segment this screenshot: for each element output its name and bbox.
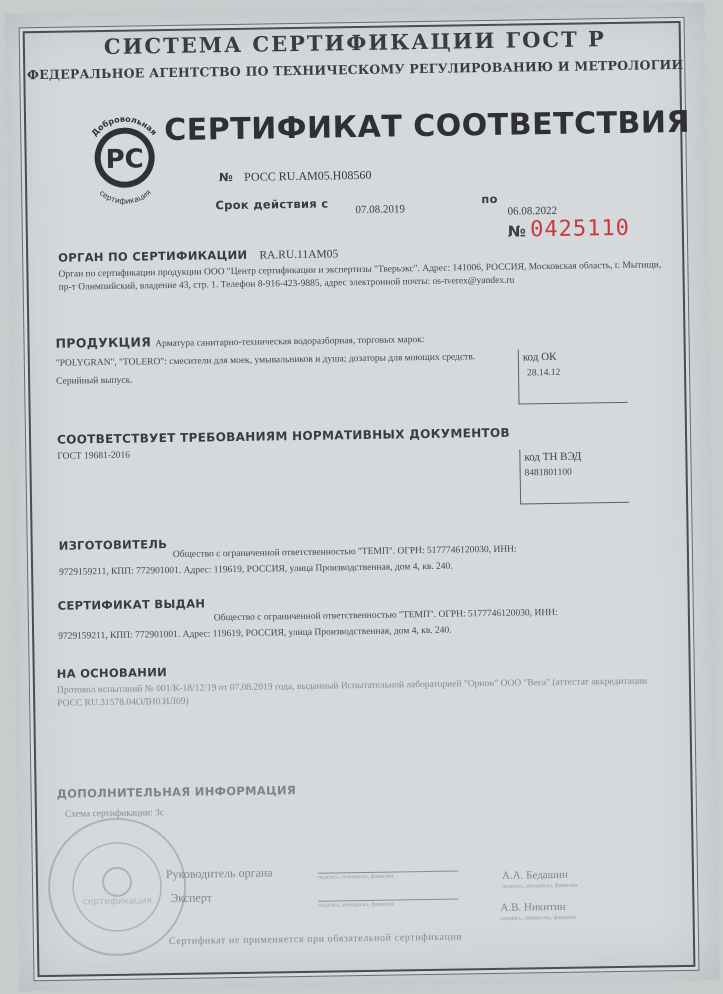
valid-to-date: 06.08.2022 (507, 204, 558, 218)
expert-label: Эксперт (170, 890, 213, 906)
certification-body-section (58, 239, 669, 295)
certification-body-label: ОРГАН ПО СЕРТИФИКАЦИИ (58, 247, 248, 265)
okp-code-label: код ОК (522, 350, 557, 364)
additional-info-text: Схема сертификации: 3с (64, 808, 165, 820)
tnved-code: 8481801100 (524, 467, 572, 479)
certification-system-heading: СИСТЕМА СЕРТИФИКАЦИИ ГОСТ Р (103, 26, 607, 59)
stamp-text: сертификация (82, 896, 152, 908)
issued-to-text-line1: Общество с ограниченной ответственностью "ТЕМП". ОГРН: 5177746120030, ИНН: (213, 607, 558, 624)
certification-body-details: Орган по сертификации продукции ООО "Центр сертификации и экспертизы "Тверьэкс". Адрес: 141006, РОССИЯ, Московская область, г. Мытищи, пр-т Олимпийский, владение 43, стр. 1. Телефон 8-916-423-9885, адрес электронной почты: os-tverex@yandex.ru (58, 260, 662, 293)
rst-logo-icon (74, 109, 175, 207)
tnved-code-box (519, 448, 629, 505)
validity-label: Срок действия с (215, 196, 329, 213)
issued-to-label: СЕРТИФИКАТ ВЫДАН (57, 596, 206, 613)
requirements-label: СООТВЕТСТВУЕТ ТРЕБОВАНИЯМ НОРМАТИВНЫХ ДОКУМЕНТОВ (56, 425, 511, 447)
valid-from-date: 07.08.2019 (355, 203, 406, 217)
manufacturer-label: ИЗГОТОВИТЕЛЬ (58, 537, 168, 553)
certificate-title: СЕРТИФИКАТ СООТВЕТСТВИЯ (163, 104, 691, 149)
number-label: № (218, 169, 234, 185)
expert-name: А.В. Никитин (500, 900, 566, 914)
svg-text:сертификация (98, 187, 153, 206)
form-number-row (508, 216, 630, 243)
issued-to-text-line2: 9729159211, КПП: 772901001. Адрес: 119619, РОССИЯ, улица Производственная, дом 4, кв. 240. (58, 625, 452, 642)
okp-code: 28.14.12 (527, 367, 561, 379)
certification-body-code: RA.RU.11АМ05 (259, 248, 339, 262)
product-description: Арматура санитарно-техническая водоразборная, торговых марок: "POLYGRAN", "TOLERO": смесители для моек, умывальников и душа; дозаторы для моющих средств. Серийный выпуск. (55, 335, 476, 387)
okp-code-box (518, 348, 628, 405)
product-label: ПРОДУКЦИЯ (55, 334, 152, 351)
product-section (55, 328, 488, 389)
manufacturer-text-line1: Общество с ограниченной ответственностью "ТЕМП". ОГРН: 5177746120030, ИНН: (172, 544, 517, 560)
basis-label: НА ОСНОВАНИИ (56, 665, 168, 681)
form-number-label: № (507, 222, 527, 241)
head-name-caption: подпись, инициалы, фамилия (502, 882, 578, 890)
head-of-body-name: А.А. Бедашин (501, 868, 568, 882)
logo-top-text: Добровольная (90, 114, 159, 138)
additional-info-label: ДОПОЛНИТЕЛЬНАЯ ИНФОРМАЦИЯ (56, 783, 297, 801)
logo-mark: РС (105, 144, 144, 175)
expert-name-caption: подпись, инициалы, фамилия (500, 914, 576, 922)
basis-text: Протокол испытаний № 001/К-18/12/19 от 07.08.2019 года, выданный Испытательной лабораторией "Орион" ООО "Вега" (аттестат аккредитации РОСС RU.31578.04ОЛН0.ИЛ09) (56, 676, 648, 709)
expert-signature-caption: подпись, инициалы, фамилия (318, 901, 394, 909)
manufacturer-text-line2: 9729159211, КПП: 772901001. Адрес: 119619, РОССИЯ, улица Производственная, дом 4, кв. 240. (59, 561, 453, 578)
logo-bottom-text: сертификация (97, 187, 153, 206)
form-number: 0425110 (529, 215, 631, 243)
validity-to-label: по (481, 191, 498, 207)
certificate-number: РОСС RU.АМ05.Н08560 (243, 167, 372, 184)
head-of-body-label: Руководитель органа (165, 865, 273, 882)
agency-heading: ФЕДЕРАЛЬНОЕ АГЕНТСТВО ПО ТЕХНИЧЕСКОМУ РЕГУЛИРОВАНИЮ И МЕТРОЛОГИИ (26, 56, 684, 83)
head-signature-caption: подпись, инициалы, фамилия (317, 873, 394, 881)
tnved-code-label: код ТН ВЭД (524, 450, 582, 464)
footer-note: Сертификат не применяется при обязательной сертификации (168, 931, 463, 948)
certificate-number-row (219, 168, 372, 185)
certificate-sheet (4, 3, 719, 992)
requirements-standard: ГОСТ 19681-2016 (57, 450, 131, 462)
